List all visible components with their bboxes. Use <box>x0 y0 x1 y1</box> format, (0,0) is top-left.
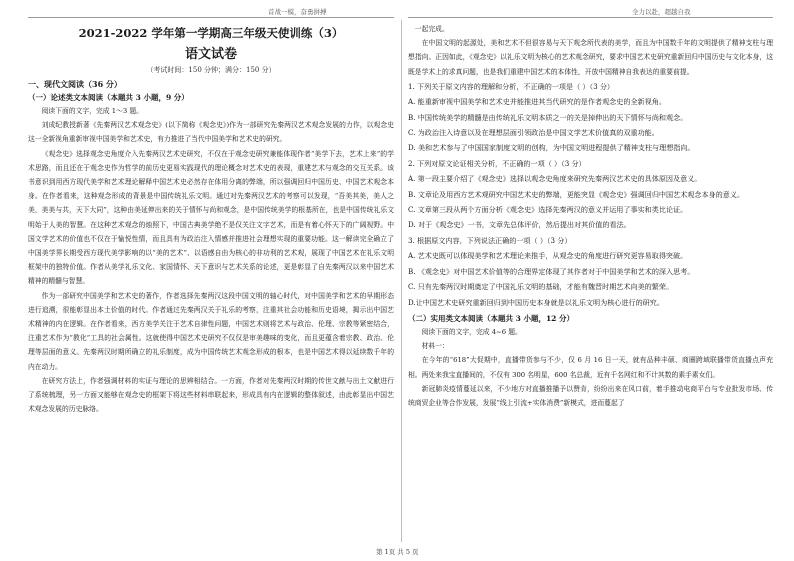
header-left-slogan: 首战一模，奋勇拼搏 <box>268 8 327 16</box>
passage-paragraph: 刘成纪教授新著《先秦两汉艺术观念史》(以下简称《观念史》)作为一部研究先秦两汉艺术观念发展的力作，以观念史这一全新视角重新审视中国美学和艺术史，有力推进了当代中国美学和艺术史的研究。 <box>28 121 394 144</box>
exam-title: 2021-2022 学年第一学期高三年级天使训练（3） <box>78 26 344 40</box>
question-option: D. 对于《观念史》一书，文章先总体评价，然后提出对其价值的看法。 <box>408 220 631 230</box>
page-number: 第 1页 共 5 页 <box>376 548 419 556</box>
question-stem: 2. 下列对原文论证相关分析，不正确的一项（ ）（3 分） <box>408 158 586 168</box>
exam-subtitle: 语文试卷 <box>184 47 237 62</box>
header-rule-right <box>408 17 773 18</box>
question-option: B. 《观念史》对中国艺术价值等的合理界定体现了其作者对于中国美学和艺术的深入思考。 <box>408 266 695 276</box>
question-option: D.让中国艺术史研究重新回归到中国历史本身就是以礼乐文明为核心进行的研究。 <box>408 297 664 307</box>
question-option: A. 第一段主要介绍了《观念史》选择以观念史角度来研究先秦两汉艺术史的具体原因及意义。 <box>408 174 702 184</box>
question-stem: 1. 下列关于原文内容的理解和分析，不正确的一项是（ ）（3 分） <box>408 81 615 91</box>
question-option: D. 美和艺术参与了中国国家制度文明的创构，为中国文明进程提供了精神支柱与理想指向。 <box>408 143 695 153</box>
passage-paragraph: 在中国文明的起源处，美和艺术不但很容易与天下观念所代表的美学，而且为中国数千年的文明提供了精神支柱与理想指向。正因如此，《观念史》以礼乐文明为核心的艺术观念研究，要求中国艺术史研究重新回归中国历史与文化本身，这既是学术上的求真问题，也是我们重建中国艺术的本体性，开放中国精神自我表达的重要前提。 <box>408 39 773 76</box>
passage-continuation: 一起完成。 <box>414 25 449 33</box>
section-heading: 一、现代文阅读（36 分） <box>28 79 122 89</box>
question-option: B. 中国传统美学的精髓是由传统礼乐文明本质之一的关是掉伸出的天下情怀与尚和观念。 <box>408 112 688 122</box>
question-option: C. 为政治注入诗意以及在理想层面引领政治是中国文学艺术价值真的双重功能。 <box>408 128 659 138</box>
right-column <box>408 22 773 542</box>
subsection-heading: （一）论述类文本阅读（本题共 3 小题，9 分） <box>28 93 189 102</box>
passage-paragraph: 新冠肺炎疫情蔓延以来，不少地方对直播推播予以赞肯，纷纷出来在风口前，着手推动电商平台与专业批发市场、传统商贸企业等合作发展，发展“线上引流+实体消费”新模式，进而蔓起了 <box>408 384 773 407</box>
subsection-heading: （二）实用类文本阅读（本题共 3 小题，12 分） <box>408 313 574 323</box>
question-option: C. 只有先秦两汉时期奠定了中国礼乐文明的基础，才能有魏晋时期艺术向美的繁荣。 <box>408 282 674 292</box>
passage-paragraph: 在研究方法上，作者强调材料的实证与理论的思辨相结合。一方面，作者对先秦两汉时期的传世文献与出土文献进行了系统梳理，另一方面又能够在观念史的框架下将这些材料串联起来，形成具有内在逻辑的整体叙述，由此彰显出中国艺术观念发展的历史脉络。 <box>28 376 394 414</box>
reading-instruction: 阅读下面的文字，完成 1～3 题。 <box>41 107 143 115</box>
exam-note: （考试时间：150 分钟；满分：150 分） <box>146 66 276 74</box>
left-column <box>28 22 394 542</box>
material-label: 材料一： <box>421 342 449 351</box>
passage-paragraph: 《观念史》选择观念史角度介入先秦两汉艺术史研究，不仅在于观念史研究兼能体现作者“美学下去，艺术上来”的学术思路，而且还在于观念史作为哲学的前历史更易实践现代的理论概念对艺术史的表现，重建艺术与观念的交互关系。该书意识到用西方现代美学和艺术理论解释中国艺术史必然存在体用分离的弊端，所以强调回归中国历史、中国艺术观念本身。在作者看来，这种观念形成的背景是中国传统礼乐文明。通过对先秦两汉艺术的考察可以发现，“吾美其美，美人之美，美美与共，天下大同”，这种由美延伸出来的关于情怀与尚和观念，是中国传统美学的根基所在，也是中国传统礼乐文明始于人美的智慧。在这种艺术观念的烛照下，中国古典美学绝不是仅关注文字艺术，而是有着心怀天下的广阔视野。中国文学艺术的价值也不仅在于愉悦性情，而且具有为政治注入情感并推进社会理想实现的重要功能。这一解读完全确立了中国美学界长期受西方现代美学影响的以“美的艺术”、以语感自由为核心的非功利的艺术观，展现了中国艺术在礼乐文明框架中的独特价值。作者从美学礼乐文化、家国情怀、天下意识与艺术关系的论述，更是彰显了自先秦两汉以来中国艺术精神的精髓与智慧。 <box>28 149 394 286</box>
column-divider <box>401 20 402 542</box>
question-option: A. 能重新审视中国美学和艺术史并能推进其当代研究的是作者观念史的全新视角。 <box>408 97 666 107</box>
header-right-slogan: 全力以赴，超越自我 <box>632 8 691 16</box>
header-rule-left <box>28 17 394 18</box>
question-option: A. 艺术史既可以体现美学和艺术理论来推手，从观念史的角度进行研究更容易取得突破。 <box>408 251 688 261</box>
question-stem: 3. 根据原文内容，下列说法正确的一项（ ）（3 分） <box>408 235 572 245</box>
passage-paragraph: 作为一部研究中国美学和艺术史的著作，作者选择先秦两汉这段中国文明的轴心时代，对中国美学和艺术的早期形态进行追溯，很能彰显出本土价值的时代。作者通过先秦两汉关于礼乐的考察，注重其社会功能和历史语境，揭示出中国艺术精神的内在逻辑。在作者看来，西方美学关注于艺术自律性问题，中国艺术则将艺术与政治、伦理、宗教等紧密结合，注重艺术作为“教化”工具的社会属性。这就使得中国艺术史研究不仅仅是审美趣味的变化，而且更蕴含着宗教、政治、伦理等层面的意义。先秦两汉时期所确立的礼乐制度，成为中国传统艺术观念形成的根本，也是中国艺术得以延续数千年的内在动力。 <box>28 291 394 371</box>
question-option: B. 文章论及用西方艺术观研究中国艺术史的弊端，更能突显《观念史》强调回归中国艺术观念本身的意义。 <box>408 189 745 199</box>
reading-instruction: 阅读下面的文字，完成 4~6 题。 <box>421 327 522 336</box>
question-option: C. 文章第三段从两个方面分析《观念史》选择先秦两汉的意义并运用了事实和类比论证。 <box>408 205 688 215</box>
passage-paragraph: 在今年的“618”大促期中，直播带货参与不少，仅 6 月 16 日一天，就有品种丰硕、商圈跨域联播带货直播点声充相。两处来我宝直播间的，不仅有 300 名明星，600 名总裁，近有千名网红和不计其数的素手素女们。 <box>408 356 773 379</box>
